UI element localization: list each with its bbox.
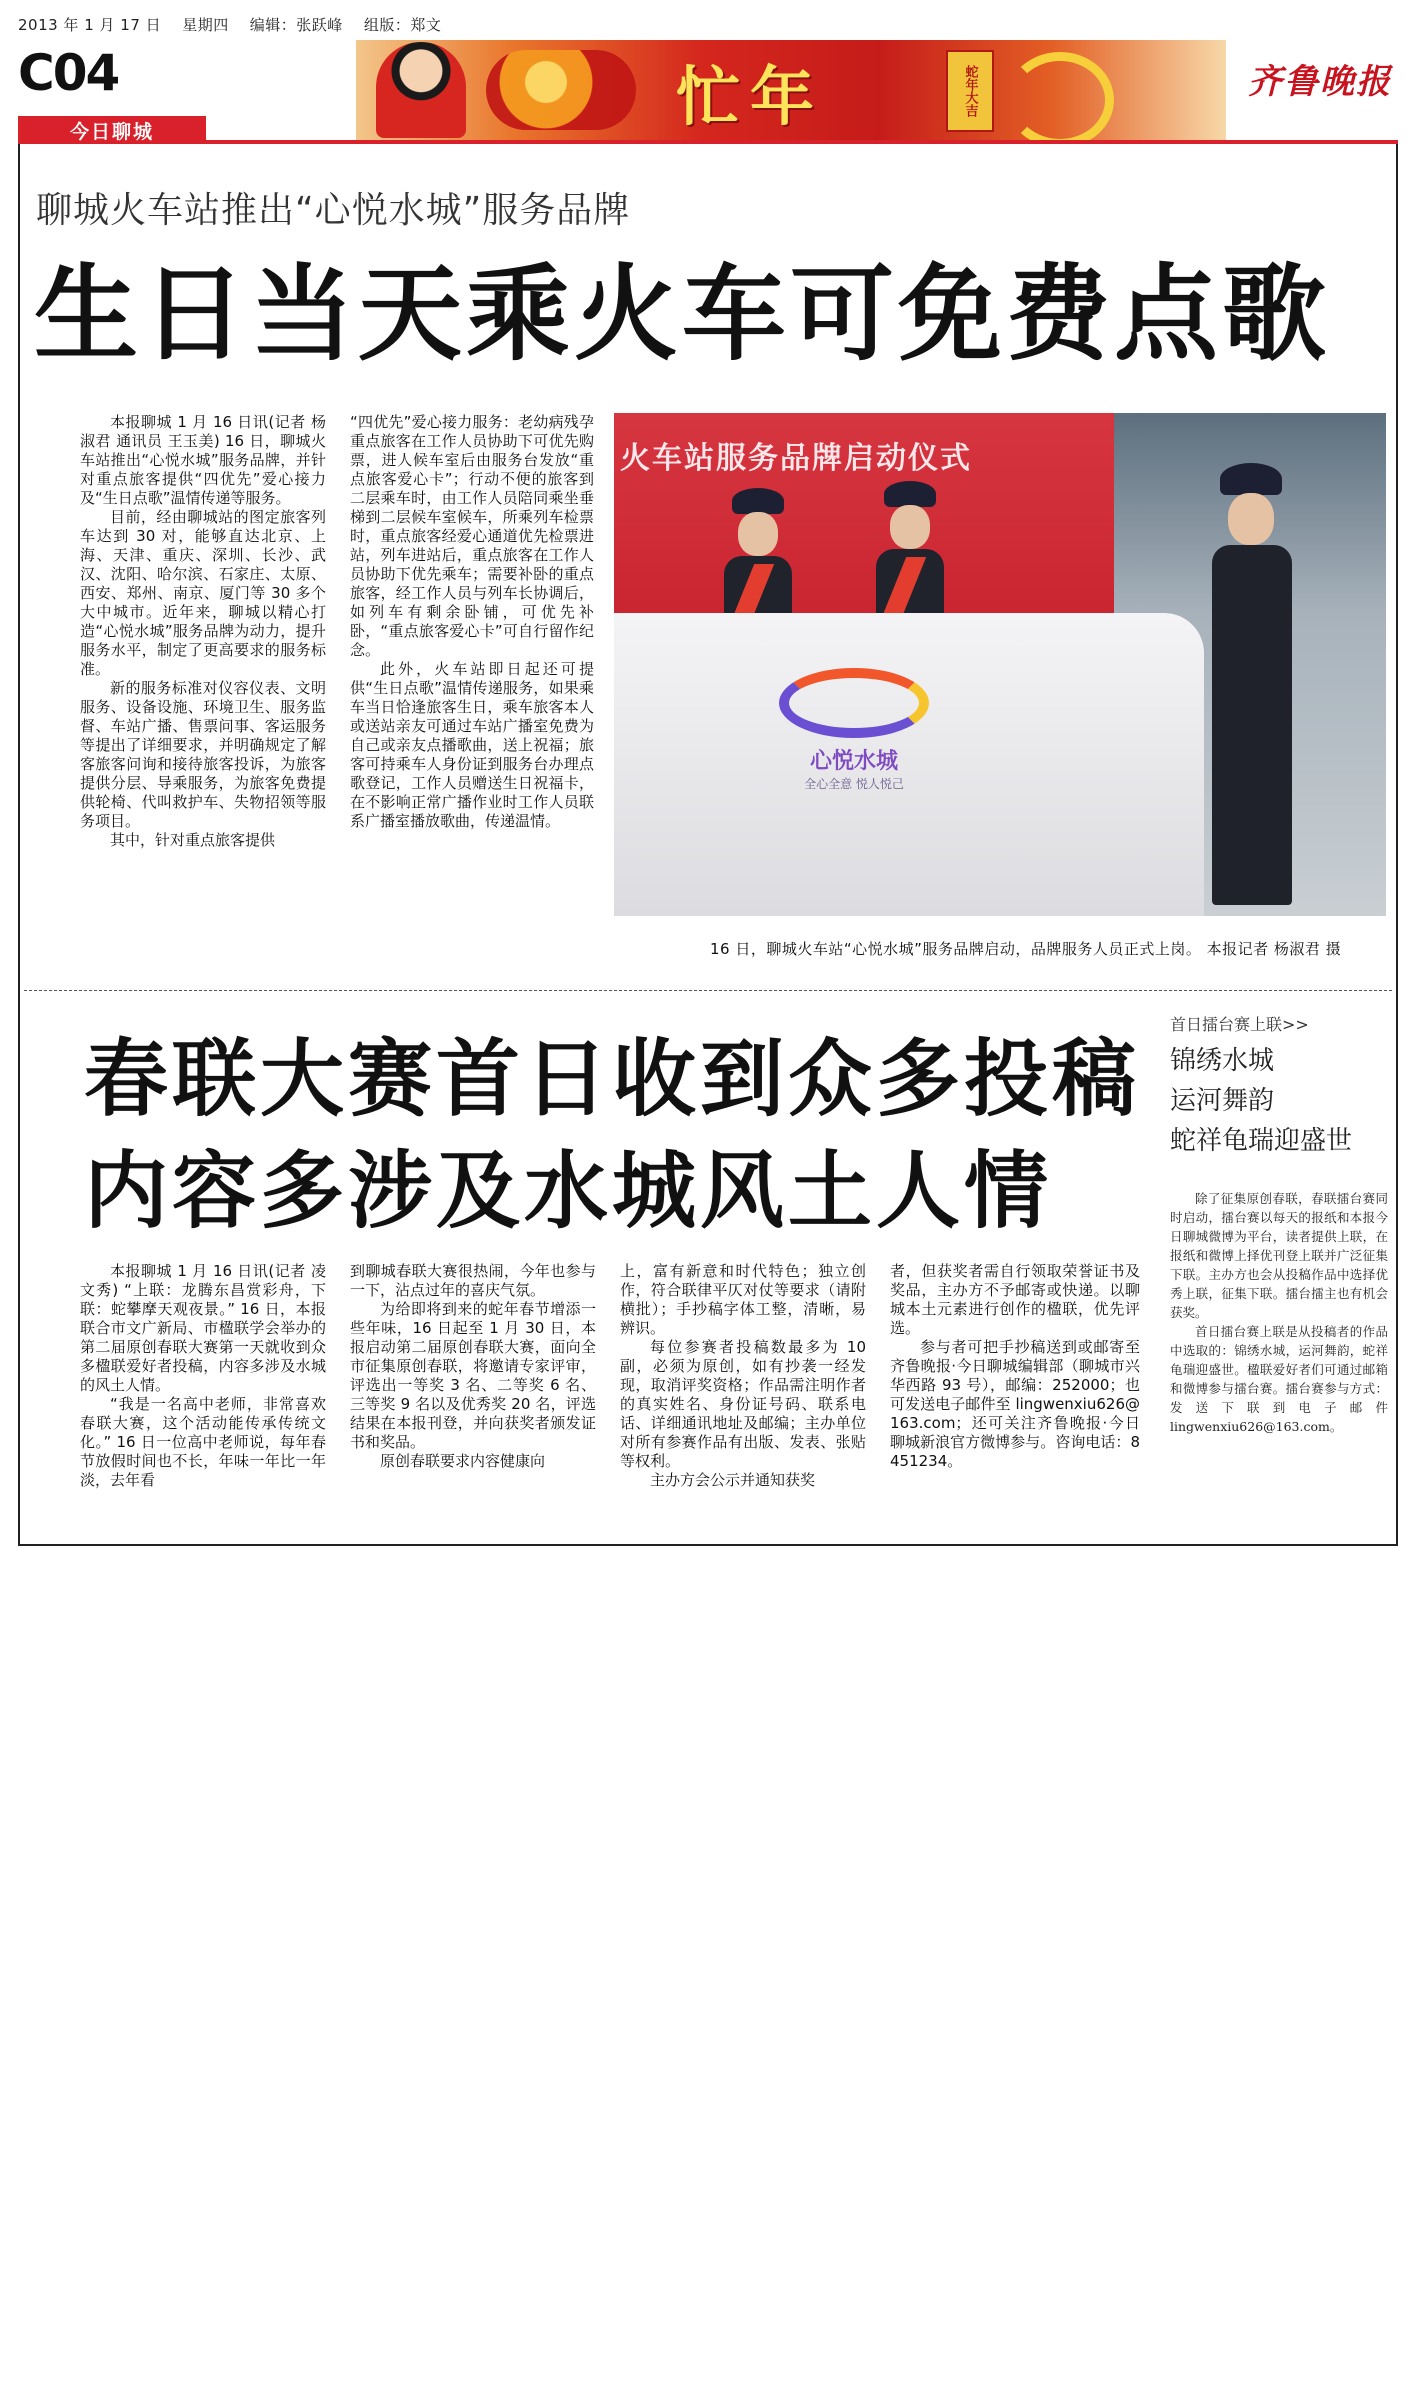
- paragraph: “四优先”爱心接力服务：老幼病残孕重点旅客在工作人员协助下可优先购票，进人候车室后由服务台发放“重点旅客爱心卡”；行动不便的旅客到二层乘车时，由工作人员陪同乘坐垂梯到二层候车室候车，所乘列车检票时，重点旅客经爱心通道优先检票进站，列车进站后，重点旅客在工作人员协助下优先乘车；需要补卧的重点旅客，经工作人员与列车长协调后，如列车有剩余卧铺，可优先补卧，“重点旅客爱心卡”可自行留作纪念。: [350, 413, 594, 659]
- paragraph: 除了征集原创春联，春联擂台赛同时启动，擂台赛以每天的报纸和本报今日聊城微博为平台，读者提供上联，在报纸和微博上择优刊登上联并广泛征集下联。主办方也会从投稿作品中选择优秀上联，征集下联。擂台擂主也有机会获奖。: [1170, 1191, 1388, 1320]
- paragraph: 本报聊城 1 月 16 日讯(记者 凌文秀) “上联：龙腾东昌赏彩舟，下联：蛇攀摩天观夜景。” 16 日，本报联合市文广新局、市楹联学会举办的第二届原创春联大赛第一天就收到众多楹联爱好者投稿，内容多涉及水城的风土人情。: [80, 1262, 326, 1394]
- paragraph: 目前，经由聊城站的图定旅客列车达到 30 对，能够直达北京、上海、天津、重庆、深圳、长沙、武汉、沈阳、哈尔滨、石家庄、太原、西安、郑州、南京、厦门等 30 多个大中城市。近年来，聊城以精心打造“心悦水城”服务品牌为动力，提升服务水平，制定了更高要求的服务标准。: [80, 508, 326, 678]
- lion-dance-icon: [486, 50, 636, 130]
- page-code: C04: [18, 44, 119, 102]
- article1-column-1: [80, 413, 326, 850]
- sidebar-item: 运河舞韵: [1170, 1086, 1275, 1116]
- headline-line-2: 内容多涉及水城风土人情: [84, 1142, 1053, 1240]
- sidebar-couplet-contest: [1170, 1012, 1388, 1436]
- paragraph: 参与者可把手抄稿送到或邮寄至齐鲁晚报·今日聊城编辑部（聊城市兴华西路 93 号），邮编：252000；也可发送电子邮件至 lingwenxiu626@163.com；还可关注齐鲁晚报·今日聊城新浪官方微博参与。咨询电话：8451234。: [890, 1338, 1140, 1470]
- article1-headline: 生日当天乘火车可免费点歌: [34, 253, 1331, 375]
- brand-logo: [764, 668, 944, 792]
- paragraph: 为给即将到来的蛇年春节增添一些年味，16 日起至 1 月 30 日，本报启动第二届原创春联大赛，面向全市征集原创春联，将邀请专家评审，评选出一等奖 3 名、二等奖 6 名、三等奖 9 名以及优秀奖 20 名，评选结果在本报刊登，并向获奖者颁发证书和奖品。: [350, 1300, 596, 1451]
- paragraph: 者，但获奖者需自行领取荣誉证书及奖品，主办方不予邮寄或快递。以聊城本土元素进行创作的楹联，优先评选。: [890, 1262, 1140, 1337]
- dateline: 2013 年 1 月 17 日 星期四 编辑：张跃峰 组版：郑文: [18, 16, 442, 34]
- photo-caption: 16 日，聊城火车站“心悦水城”服务品牌启动，品牌服务人员正式上岗。 本报记者 杨淑君 摄: [710, 940, 1342, 958]
- staff-figure-standing: [1212, 463, 1292, 903]
- paragraph: 每位参赛者投稿数最多为 10 副，必须为原创，如有抄袭一经发现，取消评奖资格；作品需注明作者的真实姓名、身份证号码、联系电话、详细通讯地址及邮编；主办单位对所有参赛作品有出版、发表、张贴等权利。: [620, 1338, 866, 1470]
- paragraph: “我是一名高中老师，非常喜欢春联大赛，这个活动能传承传统文化。” 16 日一位高中老师说，每年春节放假时间也不长，年味一年比一年淡，去年看: [80, 1395, 326, 1489]
- sidebar-item: 锦绣水城: [1170, 1046, 1275, 1076]
- article2-column-4: [890, 1262, 1140, 1471]
- paragraph: 此外，火车站即日起还可提供“生日点歌”温情传递服务，如果乘车当日恰逢旅客生日，乘车旅客本人或送站亲友可通过车站广播室免费为自己或亲友点播歌曲，送上祝福；旅客可持乘车人身份证到服务台办理点歌登记，工作人员赠送生日祝福卡，在不影响正常广播作业时工作人员联系广播室播放歌曲，传递温情。: [350, 660, 594, 830]
- logo-slogan: 全心全意 悦人悦己: [804, 777, 904, 791]
- masthead-banner: [18, 40, 1398, 143]
- paragraph: 原创春联要求内容健康向: [380, 1452, 546, 1470]
- article2-column-2: [350, 1262, 596, 1471]
- article-divider: [24, 990, 1392, 991]
- paragraph: 新的服务标准对仪容仪表、文明服务、设备设施、环境卫生、服务监督、车站广播、售票问事、客运服务等提出了详细要求，并明确规定了解客旅客问询和接待旅客投诉，为旅客提供分层、导乘服务，为旅客免费提供轮椅、代叫救护车、失物招领等服务项目。: [80, 679, 326, 830]
- banner-text: 忙年: [676, 60, 824, 135]
- article2-column-1: [80, 1262, 326, 1490]
- paragraph: 主办方会公示并通知获奖: [650, 1471, 816, 1489]
- sidebar-title: 首日擂台赛上联>>: [1170, 1015, 1309, 1034]
- swirl-logo-icon: [779, 668, 929, 738]
- photo-backdrop: [614, 413, 1114, 643]
- newspaper-brand: 齐鲁晚报: [1248, 62, 1392, 102]
- article1-subtitle: 聊城火车站推出“心悦水城”服务品牌: [36, 190, 631, 231]
- paragraph: 上，富有新意和时代特色；独立创作，符合联律平仄对仗等要求（请附横批）；手抄稿字体工整，清晰，易辨识。: [620, 1262, 866, 1337]
- photo-wall-text: 火车站服务品牌启动仪式: [620, 441, 972, 476]
- article2-headline: [84, 1023, 1140, 1247]
- paragraph: 其中，针对重点旅客提供: [110, 831, 276, 849]
- sidebar-body: [1170, 1189, 1388, 1436]
- paragraph: 本报聊城 1 月 16 日讯(记者 杨淑君 通讯员 王玉美) 16 日，聊城火车站推出“心悦水城”服务品牌，并针对重点旅客提供“四优先”爱心接力及“生日点歌”温情传递等服务。: [80, 413, 326, 507]
- festive-banner-image: [356, 40, 1226, 140]
- banner-seal: 蛇年大吉: [946, 50, 994, 132]
- section-tab: 今日聊城: [18, 116, 206, 144]
- snake-icon: [1006, 52, 1114, 140]
- sidebar-item: 蛇祥龟瑞迎盛世: [1170, 1126, 1353, 1156]
- paragraph: 到聊城春联大赛很热闹，今年也参与一下，沾点过年的喜庆气氛。: [350, 1262, 596, 1299]
- article1-photo: [614, 413, 1386, 916]
- article2-column-3: [620, 1262, 866, 1490]
- headline-line-1: 春联大赛首日收到众多投稿: [84, 1030, 1141, 1128]
- child-figure-icon: [376, 42, 466, 138]
- article1-column-2: [350, 413, 594, 831]
- logo-name: 心悦水城: [809, 749, 898, 774]
- paragraph: 首日擂台赛上联是从投稿者的作品中选取的：锦绣水城，运河舞韵，蛇祥龟瑞迎盛世。楹联爱好者们可通过邮箱和微博参与擂台赛。擂台赛参与方式：发送下联到电子邮件 lingwenxiu626@163.com。: [1170, 1324, 1388, 1434]
